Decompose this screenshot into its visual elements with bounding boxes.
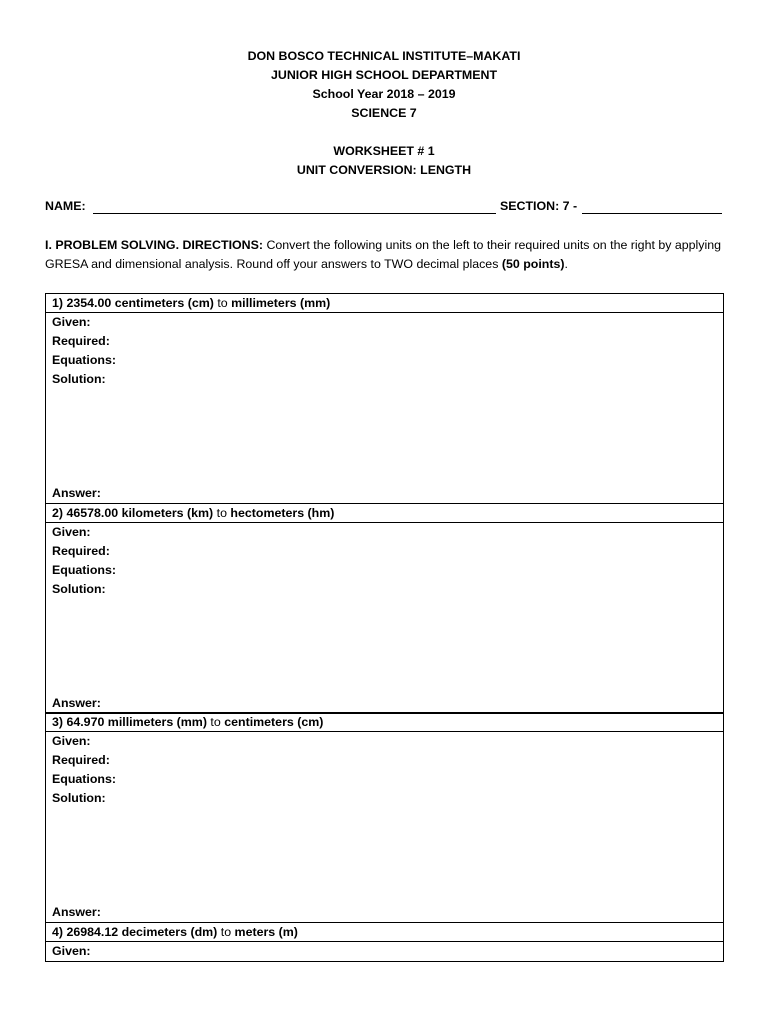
problem-from: 1) 2354.00 centimeters (cm) (52, 296, 214, 310)
directions-heading: I. PROBLEM SOLVING. DIRECTIONS: (45, 238, 263, 252)
problem-to-word: to (217, 296, 228, 310)
given-label: Given: (52, 315, 91, 329)
solution-label: Solution: (52, 582, 106, 596)
problem-title (46, 923, 723, 942)
subject-title: SCIENCE 7 (351, 106, 417, 120)
problem-box-3 (45, 712, 724, 923)
directions-paragraph (45, 236, 725, 274)
answer-label: Answer: (52, 905, 101, 919)
problem-answer-area[interactable] (46, 732, 723, 923)
directions-points: (50 points) (501, 257, 565, 271)
problem-from: 3) 64.970 millimeters (mm) (52, 715, 207, 729)
solution-label: Solution: (52, 372, 106, 386)
problem-answer-area[interactable] (46, 313, 723, 504)
school-name: DON BOSCO TECHNICAL INSTITUTE–MAKATI (247, 49, 521, 63)
worksheet-number: WORKSHEET # 1 (333, 144, 435, 158)
directions-text: Convert the following units on the left to their required units on the right by applying GRESA and dimensional analysis. Round off your answers to TWO decimal places (45, 238, 722, 271)
given-label: Given: (52, 525, 91, 539)
department-name: JUNIOR HIGH SCHOOL DEPARTMENT (270, 68, 498, 82)
problem-box-1 (45, 293, 724, 504)
school-year: School Year 2018 – 2019 (312, 87, 456, 101)
answer-label: Answer: (52, 486, 101, 500)
problem-from: 2) 46578.00 kilometers (km) (52, 506, 214, 520)
problem-from: 4) 26984.12 decimeters (dm) (52, 925, 218, 939)
equations-label: Equations: (52, 563, 117, 577)
problem-answer-area[interactable] (46, 523, 723, 714)
equations-label: Equations: (52, 772, 117, 786)
problem-answer-area[interactable] (46, 942, 723, 962)
given-label: Given: (52, 734, 91, 748)
name-label: NAME: (45, 199, 86, 213)
student-info-row (45, 199, 725, 219)
worksheet-topic: UNIT CONVERSION: LENGTH (296, 163, 472, 177)
problem-title (46, 713, 723, 732)
directions-end: . (564, 257, 568, 271)
answer-label: Answer: (52, 696, 101, 710)
name-field[interactable] (93, 213, 496, 214)
required-label: Required: (52, 544, 110, 558)
problem-target: meters (m) (234, 925, 298, 939)
problem-box-4 (45, 922, 724, 962)
problem-box-2 (45, 503, 724, 714)
problem-to-word: to (220, 925, 232, 939)
problem-title (46, 294, 723, 313)
problem-target: millimeters (mm) (231, 296, 331, 310)
section-field[interactable] (582, 213, 722, 214)
problem-title (46, 504, 723, 523)
required-label: Required: (52, 753, 110, 767)
problem-target: centimeters (cm) (224, 715, 324, 729)
required-label: Required: (52, 334, 110, 348)
section-label: SECTION: 7 - (500, 199, 578, 213)
problem-to-word: to (210, 715, 221, 729)
problem-to-word: to (216, 506, 227, 520)
solution-label: Solution: (52, 791, 106, 805)
problem-target: hectometers (hm) (230, 506, 335, 520)
equations-label: Equations: (52, 353, 117, 367)
given-label: Given: (52, 944, 91, 958)
